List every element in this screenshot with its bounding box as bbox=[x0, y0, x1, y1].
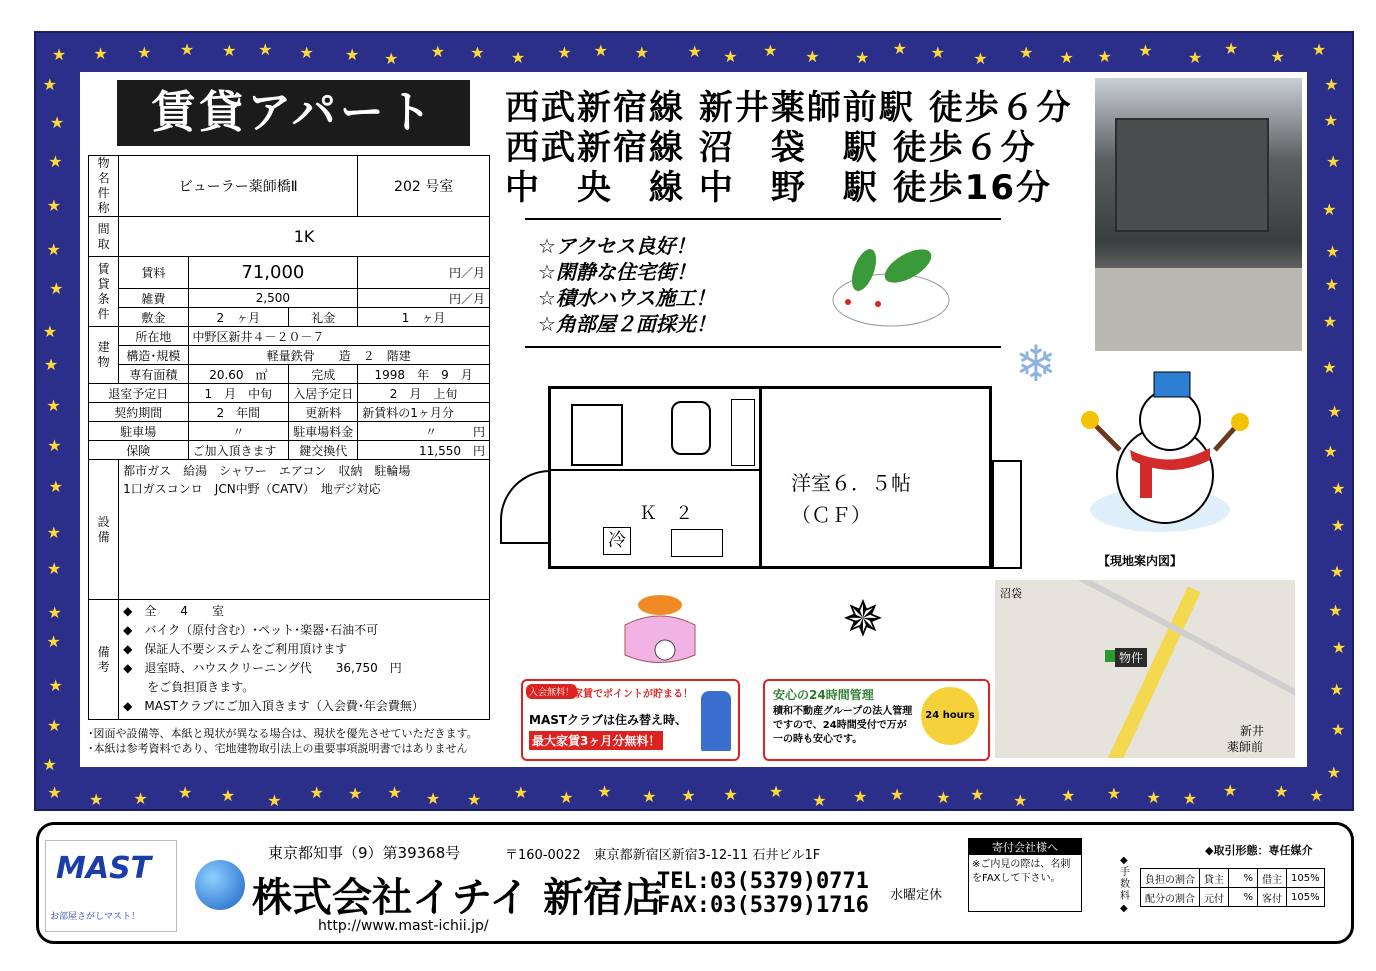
star-icon: ★ bbox=[889, 784, 905, 804]
kitchen-label: Ｋ ２ bbox=[639, 503, 693, 524]
globe-icon bbox=[195, 860, 245, 910]
station-list bbox=[505, 88, 1073, 208]
parking-label: 駐車場 bbox=[89, 422, 189, 441]
star-icon: ★ bbox=[1222, 781, 1238, 801]
divider bbox=[525, 346, 1001, 348]
star-icon: ★ bbox=[49, 278, 64, 298]
room-label: 洋室６．５帖 bbox=[791, 471, 911, 495]
star-icon: ★ bbox=[345, 44, 360, 64]
star-icon: ★ bbox=[46, 239, 61, 259]
property-table bbox=[88, 155, 490, 720]
star-icon: ★ bbox=[51, 44, 67, 64]
support-banner bbox=[763, 679, 990, 761]
star-icon: ★ bbox=[137, 43, 152, 63]
key-money-label: 礼金 bbox=[289, 308, 358, 327]
terms-label: 賃貸条件 bbox=[89, 257, 119, 327]
star-icon: ★ bbox=[42, 755, 57, 775]
key-change-value: 11,550 円 bbox=[358, 441, 490, 460]
star-icon: ★ bbox=[348, 783, 363, 803]
star-icon: ★ bbox=[763, 41, 778, 61]
map-pin: 物件 bbox=[1115, 648, 1147, 667]
star-icon: ★ bbox=[1187, 47, 1203, 67]
star-icon: ★ bbox=[1274, 782, 1289, 802]
star-icon: ★ bbox=[973, 48, 988, 68]
banner-tag: 入会無料！ bbox=[526, 684, 577, 699]
address-label: 所在地 bbox=[119, 327, 188, 346]
station-name: 新井薬師前駅 bbox=[698, 88, 915, 128]
star-icon: ★ bbox=[47, 716, 62, 736]
star-icon: ★ bbox=[42, 75, 57, 95]
fee-cell: 貸主 bbox=[1200, 869, 1229, 888]
star-icon: ★ bbox=[1327, 401, 1342, 421]
fax: FAX:03(5379)1716 bbox=[657, 893, 869, 918]
star-icon: ★ bbox=[48, 675, 63, 695]
fridge-label: 冷 bbox=[603, 527, 631, 555]
star-icon: ★ bbox=[1331, 637, 1347, 657]
closed-day: 水曜定休 bbox=[890, 888, 943, 903]
kotatsu-icon bbox=[615, 585, 705, 670]
map-arai: 新井 bbox=[1240, 724, 1265, 738]
star-icon: ★ bbox=[258, 39, 273, 59]
equipment-line: 都市ガス 給湯 シャワー エアコン 収納 駐輪場 bbox=[123, 464, 411, 478]
star-icon: ★ bbox=[430, 42, 445, 62]
parking-fee-label: 駐車場料金 bbox=[289, 422, 358, 441]
star-icon: ★ bbox=[309, 782, 324, 802]
station-name: 中 野 駅 bbox=[698, 168, 879, 208]
star-icon: ★ bbox=[930, 42, 945, 62]
structure-label: 構造･規模 bbox=[119, 346, 188, 365]
floor-label: （ＣＦ） bbox=[791, 503, 871, 527]
area-value: 20.60 ㎡ bbox=[188, 365, 289, 384]
logo-text: MAST bbox=[56, 851, 152, 886]
snowflake-icon: ❄ bbox=[1015, 335, 1057, 393]
fee-cell: % bbox=[1229, 888, 1258, 907]
point-item: ☆閑静な住宅街！ bbox=[538, 260, 696, 284]
star-icon: ★ bbox=[1146, 787, 1161, 807]
points-list bbox=[538, 233, 716, 337]
compass-icon: ✵ bbox=[842, 590, 884, 648]
star-icon: ★ bbox=[48, 152, 63, 172]
star-icon: ★ bbox=[936, 788, 951, 808]
star-icon: ★ bbox=[1182, 789, 1198, 809]
star-icon: ★ bbox=[768, 782, 784, 802]
remark-line: ◆ 全 4 室 bbox=[123, 604, 225, 618]
star-icon: ★ bbox=[1309, 785, 1324, 805]
remarks-cell bbox=[119, 600, 490, 720]
fee-title: ◆手数料◆ bbox=[1120, 855, 1130, 914]
station-walk: 徒歩６分 bbox=[928, 88, 1073, 128]
star-icon: ★ bbox=[593, 41, 608, 61]
support-body: 積和不動産グループの法人管理ですので、24時間受付で万が一の時も安心です。 bbox=[773, 706, 913, 745]
contract-label: 契約期間 bbox=[89, 403, 189, 422]
vacate-label: 退室予定日 bbox=[89, 384, 189, 403]
vacate-value: 1 月 中旬 bbox=[188, 384, 289, 403]
banner-body: MASTクラブは住み替え時、 bbox=[529, 713, 688, 727]
building-label: 建物 bbox=[89, 327, 119, 384]
star-icon: ★ bbox=[133, 788, 148, 808]
logo-sub: お部屋さがしマスト！ bbox=[50, 912, 141, 922]
agent-note: ※ご内見の際は、名刺をFAXして下さい。 bbox=[972, 859, 1071, 884]
star-icon: ★ bbox=[299, 43, 314, 63]
notes bbox=[88, 726, 518, 756]
star-icon: ★ bbox=[1329, 680, 1344, 700]
renewal-value: 新賃料の1ヶ月分 bbox=[358, 403, 490, 422]
star-icon: ★ bbox=[179, 39, 195, 59]
layout-label: 間取 bbox=[89, 217, 119, 257]
renewal-label: 更新料 bbox=[289, 403, 358, 422]
star-icon: ★ bbox=[812, 790, 827, 810]
movein-value: 2 月 上旬 bbox=[358, 384, 490, 403]
deposit-label: 敷金 bbox=[119, 308, 188, 327]
station-name: 沼 袋 駅 bbox=[698, 128, 879, 168]
star-icon: ★ bbox=[384, 48, 399, 68]
star-icon: ★ bbox=[46, 395, 61, 415]
star-icon: ★ bbox=[1322, 311, 1338, 331]
mascot-icon bbox=[701, 691, 731, 751]
star-icon: ★ bbox=[1322, 200, 1337, 220]
equipment-label: 設備 bbox=[89, 460, 119, 600]
star-icon: ★ bbox=[466, 790, 482, 810]
property-name: ビューラー薬師橋Ⅱ bbox=[119, 156, 358, 217]
star-icon: ★ bbox=[43, 354, 59, 374]
star-icon: ★ bbox=[220, 785, 236, 805]
star-icon: ★ bbox=[1061, 785, 1076, 805]
remark-line: ◆ 退室時、ハウスクリーニング代 36,750 円 bbox=[123, 661, 402, 675]
fee-cell: % bbox=[1229, 869, 1258, 888]
company-name: 株式会社イチイ 新宿店 bbox=[252, 875, 664, 921]
star-icon: ★ bbox=[47, 602, 62, 622]
map-numazu: 沼袋 bbox=[1000, 587, 1022, 600]
star-icon: ★ bbox=[597, 781, 612, 801]
support-badge: 24 hours bbox=[921, 687, 979, 745]
key-money-value: 1 ヶ月 bbox=[358, 308, 490, 327]
star-icon: ★ bbox=[1329, 561, 1345, 581]
point-item: ☆積水ハウス施工！ bbox=[538, 286, 716, 310]
remark-line: ◆ 保証人不要システムをご利用頂けます bbox=[123, 642, 348, 656]
star-icon: ★ bbox=[892, 39, 907, 59]
star-icon: ★ bbox=[855, 47, 870, 67]
contract-value: 2 年間 bbox=[188, 403, 289, 422]
star-icon: ★ bbox=[267, 790, 282, 810]
agent-title: 寄付会社様へ bbox=[969, 839, 1081, 855]
parking-fee-value: 〃 円 bbox=[358, 422, 490, 441]
deposit-value: 2 ヶ月 bbox=[188, 308, 289, 327]
star-icon: ★ bbox=[1138, 40, 1153, 60]
fee-cell: 借主 bbox=[1258, 869, 1287, 888]
star-icon: ★ bbox=[425, 788, 441, 808]
star-icon: ★ bbox=[559, 787, 574, 807]
building-photo bbox=[1095, 78, 1302, 351]
star-icon: ★ bbox=[723, 47, 738, 67]
fee-cell: 105% bbox=[1287, 869, 1325, 888]
map-caption: 【現地案内図】 bbox=[1098, 554, 1183, 568]
star-icon: ★ bbox=[46, 631, 61, 651]
star-icon: ★ bbox=[46, 522, 61, 542]
star-icon: ★ bbox=[1059, 47, 1074, 67]
fee-cell: 配分の割合 bbox=[1141, 888, 1200, 907]
star-icon: ★ bbox=[681, 785, 696, 805]
fee-table bbox=[1140, 868, 1325, 907]
rent-value: 71,000 bbox=[188, 257, 358, 289]
fee-cell: 元付 bbox=[1200, 888, 1229, 907]
agent-box bbox=[968, 838, 1082, 912]
key-change-label: 鍵交換代 bbox=[289, 441, 358, 460]
note-line: ･図面や設備等、本紙と現状が異なる場合は、現状を優先させていただきます。 bbox=[88, 727, 478, 740]
star-icon: ★ bbox=[1019, 43, 1034, 63]
license: 東京都知事（9）第39368号 bbox=[268, 844, 461, 862]
insurance-label: 保険 bbox=[89, 441, 189, 460]
star-icon: ★ bbox=[93, 44, 108, 64]
star-icon: ★ bbox=[42, 321, 58, 341]
star-icon: ★ bbox=[1322, 358, 1337, 378]
star-icon: ★ bbox=[49, 112, 65, 132]
star-icon: ★ bbox=[1323, 111, 1338, 130]
insurance-value: ご加入頂きます bbox=[188, 441, 289, 460]
station-row bbox=[505, 168, 1073, 208]
address-value: 中野区新井４－２０－７ bbox=[188, 327, 490, 346]
star-icon: ★ bbox=[852, 787, 868, 807]
star-icon: ★ bbox=[1324, 74, 1339, 94]
star-icon: ★ bbox=[1328, 600, 1343, 620]
star-icon: ★ bbox=[46, 559, 62, 579]
snowman-icon bbox=[1070, 360, 1250, 535]
deal-type: ◆取引形態：専任媒介 bbox=[1205, 844, 1313, 857]
mast-club-banner bbox=[521, 679, 740, 761]
company-address: 〒160-0022 東京都新宿区新宿3-12-11 石井ビル1F bbox=[505, 848, 821, 863]
star-icon: ★ bbox=[47, 783, 62, 803]
area-label: 専有面積 bbox=[119, 365, 188, 384]
star-icon: ★ bbox=[1326, 152, 1341, 172]
fee-cell: 客付 bbox=[1258, 888, 1287, 907]
built-value: 1998 年 9 月 bbox=[358, 365, 490, 384]
star-icon: ★ bbox=[557, 43, 572, 63]
station-row bbox=[505, 128, 1073, 168]
window bbox=[992, 460, 1022, 569]
remark-line: をご負担頂きます。 bbox=[123, 680, 255, 694]
star-icon: ★ bbox=[1097, 46, 1112, 66]
website[interactable]: http://www.mast-ichii.jp/ bbox=[318, 918, 489, 934]
remark-line: ◆ MASTクラブにご加入頂きます（入会費･年会費無） bbox=[123, 699, 424, 713]
star-icon: ★ bbox=[513, 783, 528, 803]
page-title: 賃貸アパート bbox=[117, 80, 470, 146]
star-icon: ★ bbox=[387, 783, 402, 803]
star-icon: ★ bbox=[687, 42, 702, 62]
map-pin-icon bbox=[1105, 650, 1115, 662]
star-icon: ★ bbox=[1331, 479, 1346, 499]
star-icon: ★ bbox=[1013, 790, 1028, 810]
star-icon: ★ bbox=[47, 436, 62, 456]
rent-unit: 円／月 bbox=[358, 257, 490, 289]
star-icon: ★ bbox=[48, 476, 63, 496]
equipment-line: 1口ガスコンロ JCN中野（CATV） 地デジ対応 bbox=[123, 482, 381, 496]
station-line: 西武新宿線 bbox=[505, 128, 685, 168]
star-icon: ★ bbox=[1330, 719, 1346, 739]
star-icon: ★ bbox=[1323, 441, 1338, 461]
remark-line: ◆ バイク（原付含む）･ペット･楽器･石油不可 bbox=[123, 623, 379, 637]
fee-unit: 円／月 bbox=[358, 289, 490, 308]
star-icon: ★ bbox=[1270, 47, 1285, 67]
floor-plan bbox=[548, 386, 992, 569]
star-icon: ★ bbox=[46, 195, 62, 215]
point-item: ☆角部屋２面採光！ bbox=[538, 312, 716, 336]
area-map bbox=[995, 580, 1295, 758]
fee-label: 雑費 bbox=[119, 289, 188, 308]
star-icon: ★ bbox=[1330, 515, 1346, 535]
support-title: 安心の24時間管理 bbox=[773, 688, 874, 702]
equipment-cell bbox=[119, 460, 490, 600]
rent-label: 賃料 bbox=[119, 257, 188, 289]
fee-value: 2,500 bbox=[188, 289, 358, 308]
note-line: ･本紙は参考資料であり、宅地建物取引法上の重要事項説明書ではありません bbox=[88, 742, 468, 755]
fee-cell: 105% bbox=[1287, 888, 1325, 907]
room-number: 202 号室 bbox=[358, 156, 490, 217]
star-icon: ★ bbox=[177, 783, 193, 803]
star-icon: ★ bbox=[1311, 39, 1327, 59]
movein-label: 入居予定日 bbox=[289, 384, 358, 403]
star-icon: ★ bbox=[1324, 275, 1340, 295]
star-icon: ★ bbox=[1326, 762, 1341, 782]
star-icon: ★ bbox=[723, 785, 738, 805]
tel: TEL:03(5379)0771 bbox=[657, 869, 869, 894]
parking-value: 〃 bbox=[188, 422, 289, 441]
star-icon: ★ bbox=[634, 43, 649, 63]
built-label: 完成 bbox=[289, 365, 358, 384]
banner-headline: 家賃でポイントが貯まる！ bbox=[573, 689, 693, 700]
fee-cell: 負担の割合 bbox=[1141, 869, 1200, 888]
mast-logo bbox=[45, 840, 177, 932]
star-icon: ★ bbox=[1224, 39, 1239, 59]
snow-rabbit-icon bbox=[826, 240, 956, 330]
star-icon: ★ bbox=[510, 47, 526, 67]
star-icon: ★ bbox=[1325, 242, 1340, 262]
station-line: 西武新宿線 bbox=[505, 88, 685, 128]
layout-value: 1K bbox=[119, 217, 490, 257]
star-icon: ★ bbox=[1106, 783, 1122, 803]
contact bbox=[657, 870, 869, 918]
station-walk: 徒歩16分 bbox=[892, 168, 1053, 208]
star-icon: ★ bbox=[222, 40, 237, 60]
point-item: ☆アクセス良好！ bbox=[538, 234, 696, 258]
remarks-label: 備考 bbox=[89, 600, 119, 720]
star-icon: ★ bbox=[470, 42, 485, 62]
star-icon: ★ bbox=[805, 46, 820, 66]
divider bbox=[525, 218, 1001, 220]
station-row bbox=[505, 88, 1073, 128]
station-walk: 徒歩６分 bbox=[892, 128, 1037, 168]
map-yakushi: 薬師前 bbox=[1227, 740, 1264, 754]
station-line: 中 央 線 bbox=[505, 168, 685, 208]
star-icon: ★ bbox=[642, 787, 657, 807]
star-icon: ★ bbox=[970, 784, 985, 804]
star-icon: ★ bbox=[88, 789, 104, 809]
structure-value: 軽量鉄骨 造 ２ 階建 bbox=[188, 346, 490, 365]
banner-highlight: 最大家賃3ヶ月分無料！ bbox=[529, 731, 663, 750]
name-label: 物名件称 bbox=[89, 156, 119, 217]
